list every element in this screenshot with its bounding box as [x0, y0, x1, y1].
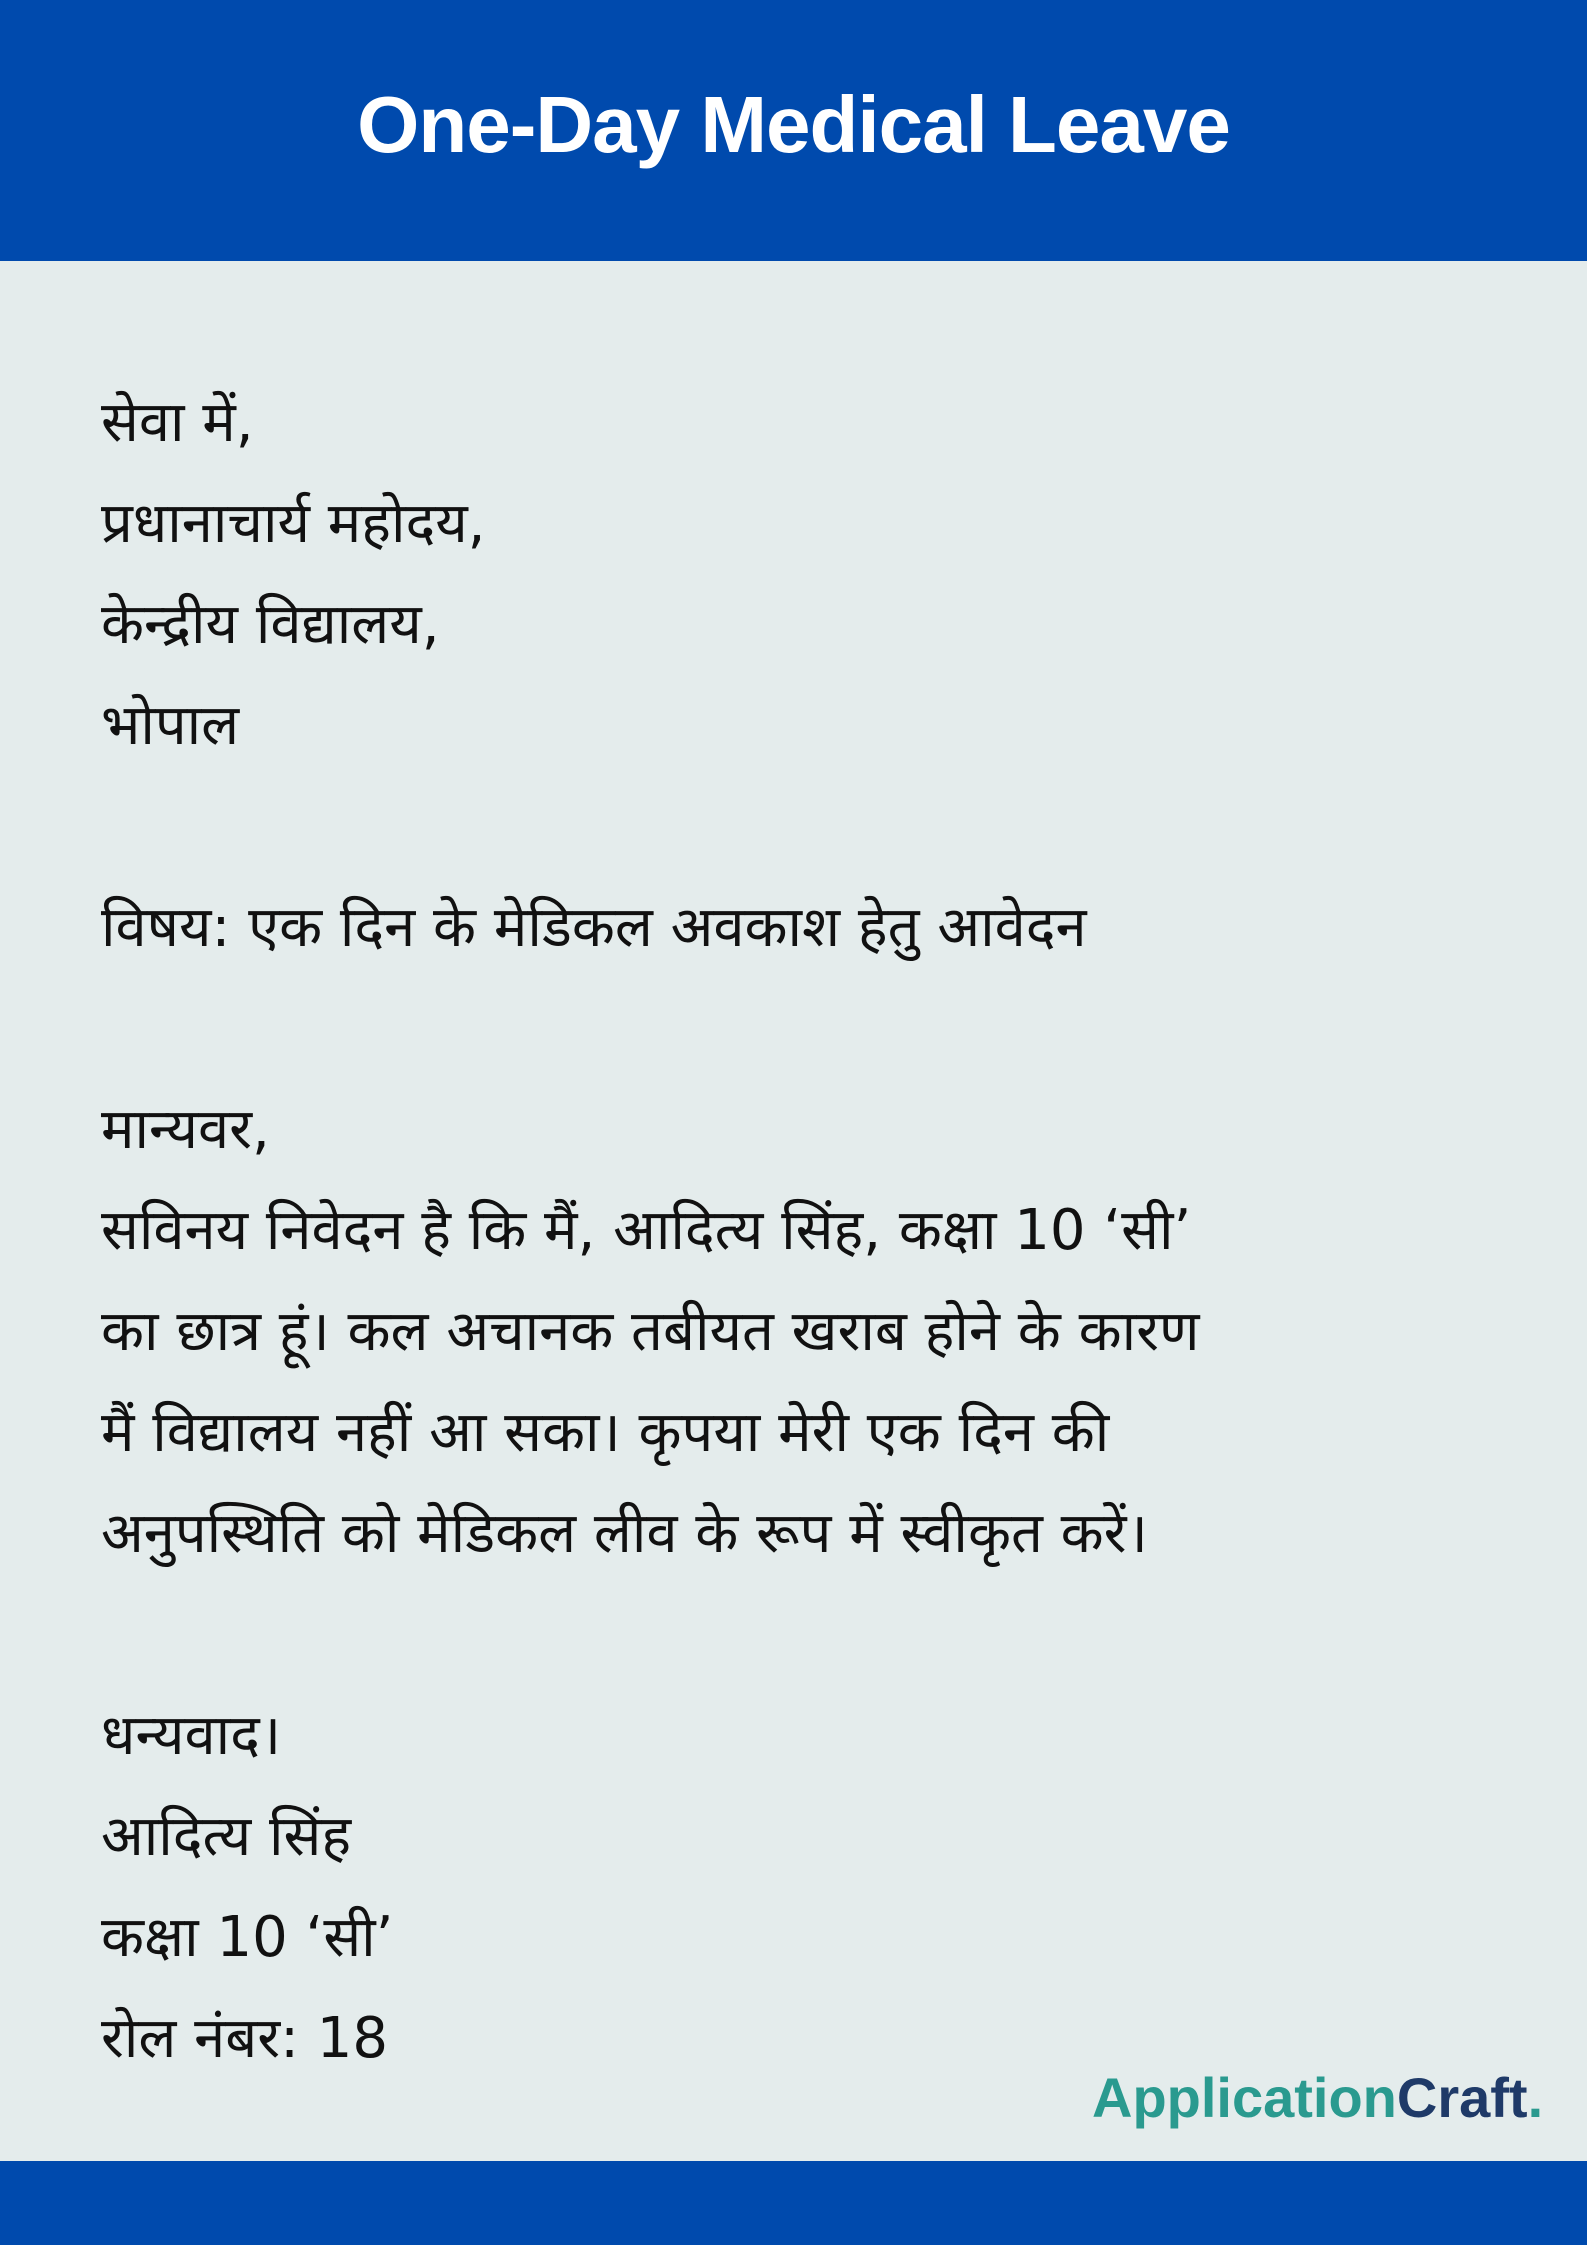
spacer — [101, 1584, 1521, 1685]
signature-line: रोल नंबर: 18 — [101, 2006, 389, 2071]
closing: धन्यवाद। — [101, 1703, 282, 1768]
brand-part-application: Application — [1092, 2066, 1397, 2129]
spacer — [101, 776, 1521, 877]
address-line: भोपाल — [101, 693, 240, 758]
signature-line: आदित्य सिंह — [101, 1804, 352, 1869]
brand-logo — [1092, 2062, 1543, 2134]
body-line: का छात्र हूं। कल अचानक तबीयत खराब होने के कारण — [101, 1299, 1200, 1364]
page-title: One-Day Medical Leave — [357, 79, 1230, 169]
address-line: प्रधानाचार्य महोदय, — [101, 491, 486, 556]
address-line: केन्द्रीय विद्यालय, — [101, 592, 440, 657]
body-line: अनुपस्थिति को मेडिकल लीव के रूप में स्वीकृत करें। — [101, 1501, 1148, 1566]
body-line: मैं विद्यालय नहीं आ सका। कृपया मेरी एक दिन की — [101, 1400, 1110, 1465]
subject-line: विषय: एक दिन के मेडिकल अवकाश हेतु आवेदन — [101, 895, 1087, 960]
salutation: मान्यवर, — [101, 1097, 270, 1162]
letter-body — [101, 372, 1521, 2089]
header-banner — [0, 0, 1587, 261]
brand-part-craft: Craft — [1396, 2066, 1528, 2129]
address-line: सेवा में, — [101, 390, 254, 455]
body-line: सविनय निवेदन है कि मैं, आदित्य सिंह, कक्षा 10 ‘सी’ — [101, 1198, 1192, 1263]
footer-bar — [0, 2161, 1587, 2245]
signature-line: कक्षा 10 ‘सी’ — [101, 1905, 394, 1970]
spacer — [101, 978, 1521, 1079]
brand-dot: . — [1527, 2066, 1544, 2129]
